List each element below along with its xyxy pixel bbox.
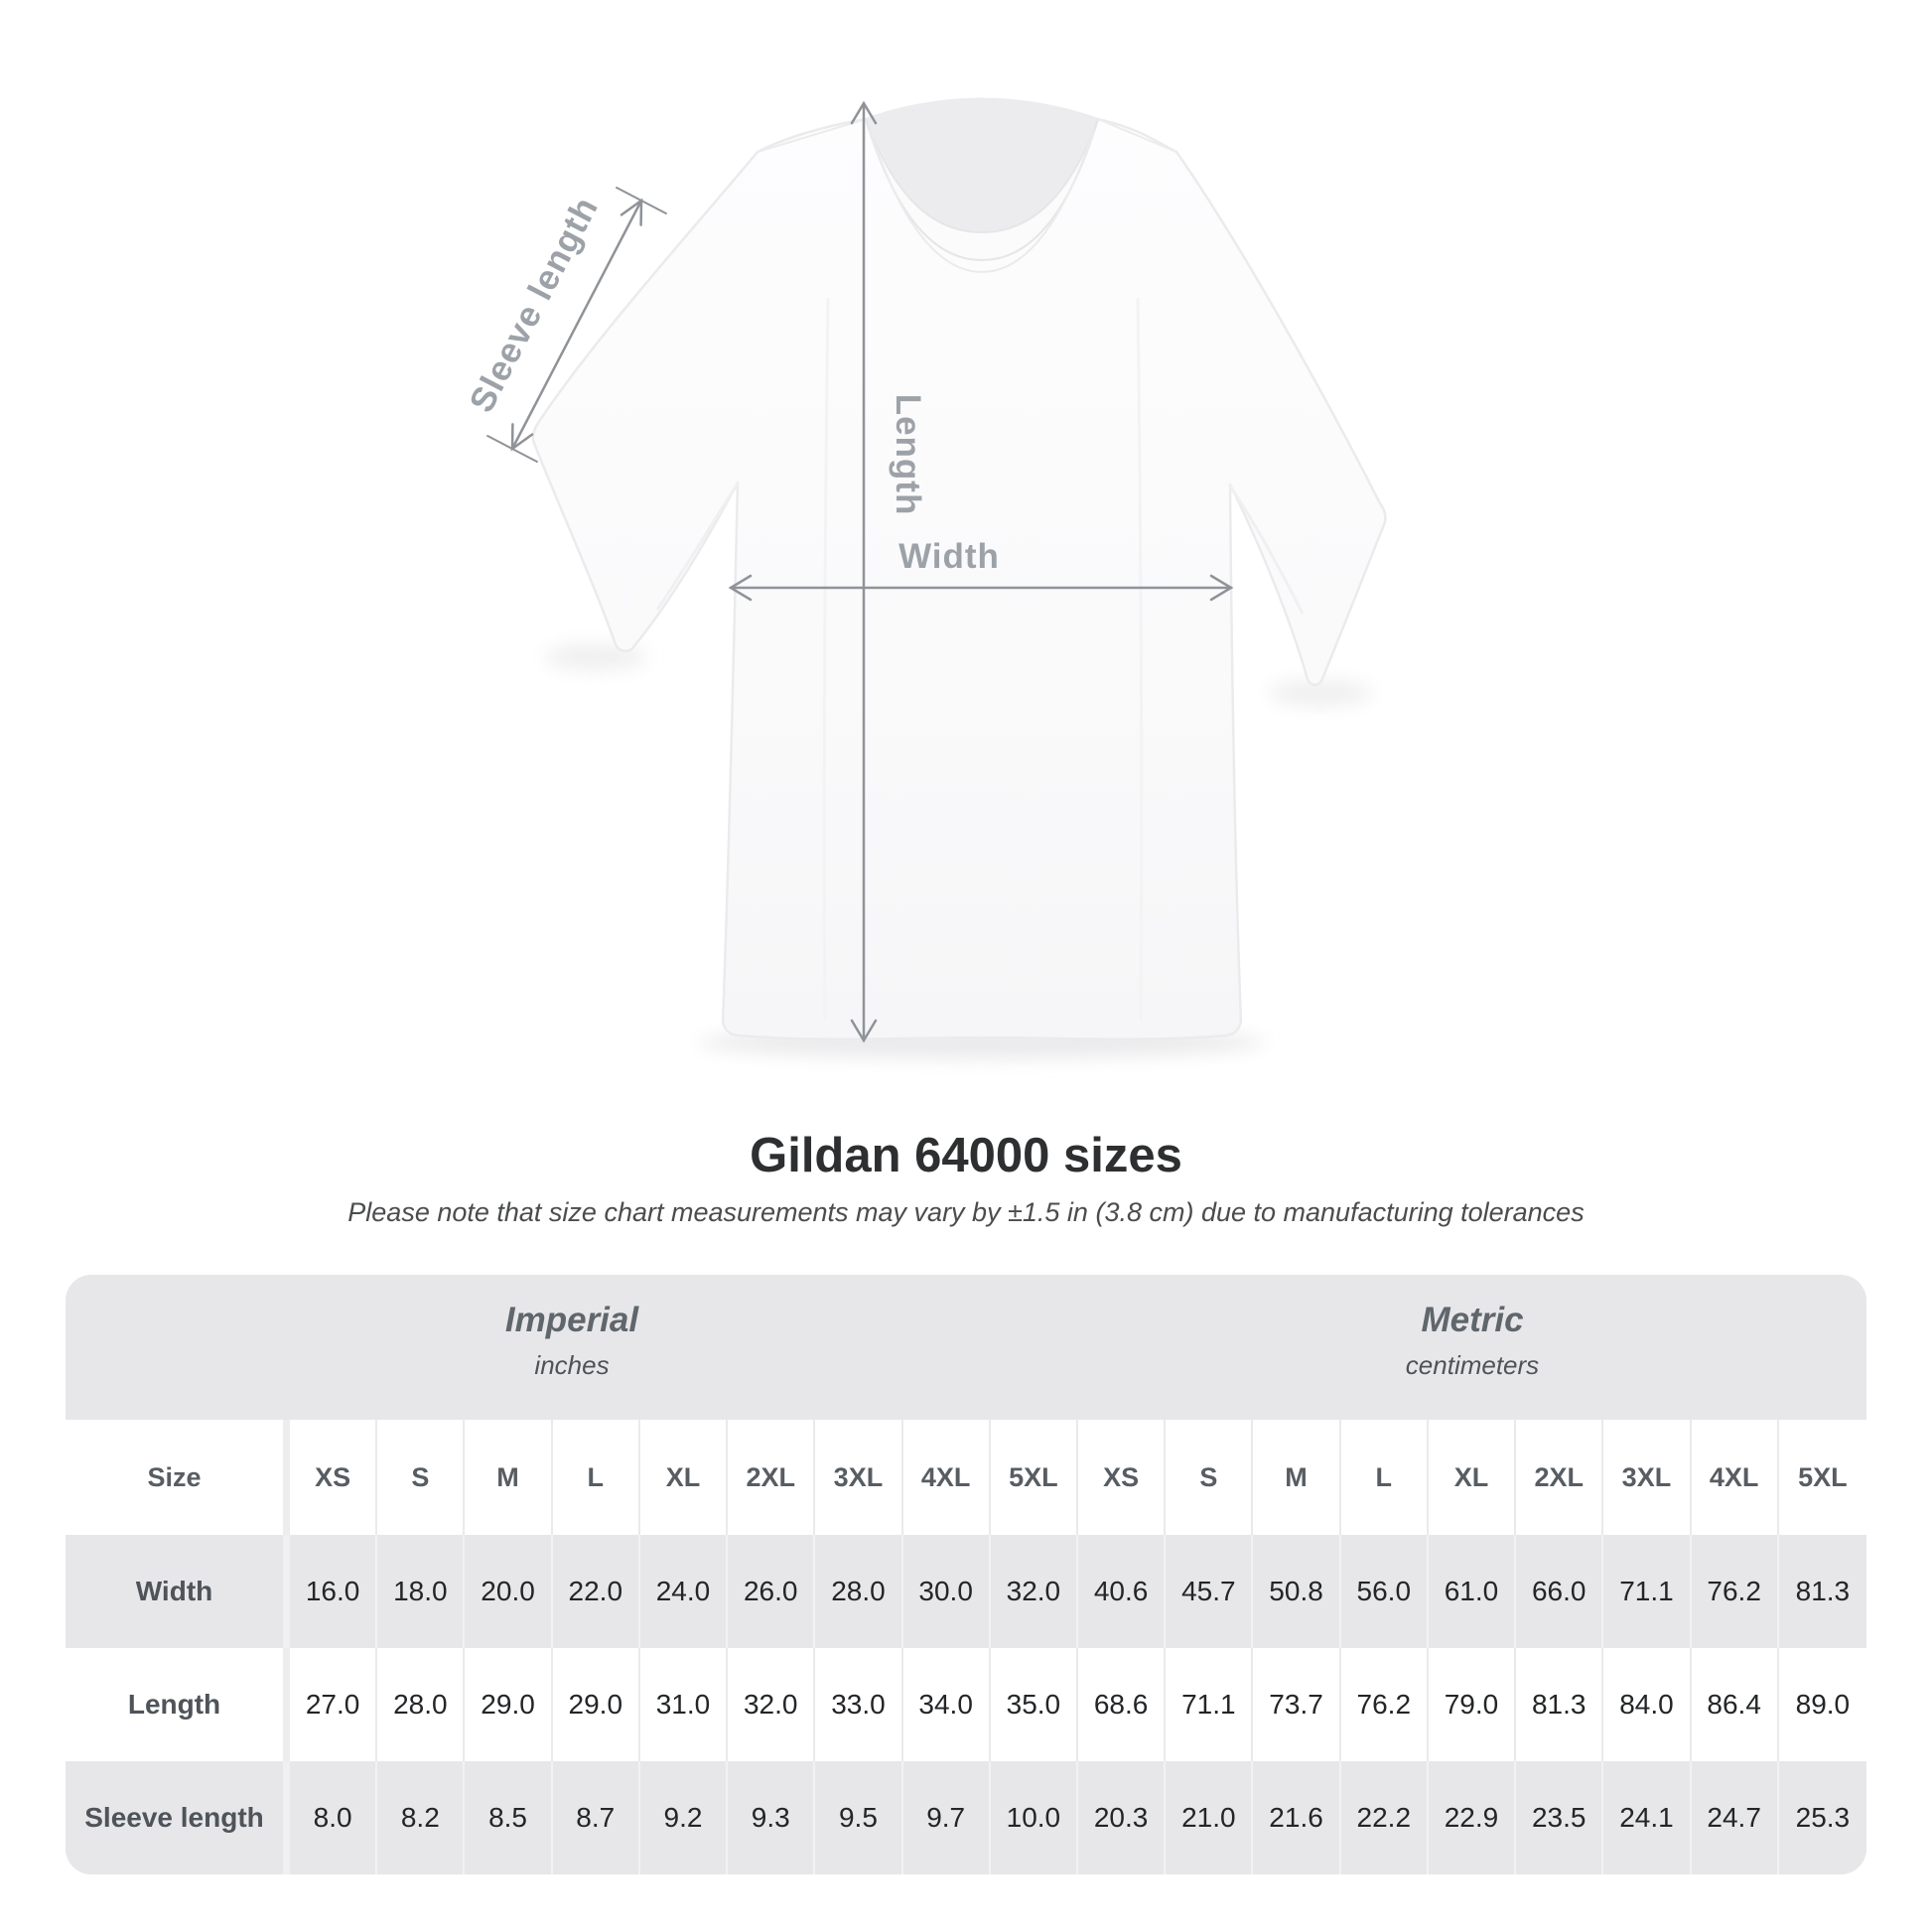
measurement-cell-imperial: 20.0 [465,1535,552,1648]
measurement-cell-imperial: 10.0 [991,1761,1078,1874]
measurement-cell-metric: 23.5 [1516,1761,1603,1874]
size-header-cell-imperial-xl: XL [640,1420,728,1535]
measurement-cell-imperial: 9.2 [640,1761,728,1874]
measurement-cell-imperial: 24.0 [640,1535,728,1648]
measurement-cell-metric: 68.6 [1078,1648,1166,1761]
measurement-cell-imperial: 27.0 [290,1648,377,1761]
size-header-cell-metric-xs: XS [1078,1420,1166,1535]
size-header-cell-imperial-2xl: 2XL [728,1420,815,1535]
measurement-cell-metric: 22.2 [1341,1761,1429,1874]
measurement-cell-metric: 79.0 [1429,1648,1516,1761]
measurement-cell-imperial: 16.0 [290,1535,377,1648]
measurement-cell-metric: 20.3 [1078,1761,1166,1874]
size-header-cell-imperial-xs: XS [290,1420,377,1535]
size-header-cell-metric-4xl: 4XL [1692,1420,1779,1535]
unit-header-imperial [66,1275,1078,1420]
measurement-cell-imperial: 32.0 [991,1535,1078,1648]
size-header-cell-imperial-5xl: 5XL [991,1420,1078,1535]
size-header-cell-imperial-l: L [553,1420,640,1535]
size-table [66,1275,1866,1874]
measurement-cell-imperial: 32.0 [728,1648,815,1761]
metric-unit-label: centimeters [1405,1350,1540,1380]
measurement-cell-metric: 24.1 [1603,1761,1691,1874]
page-title: Gildan 64000 sizes [750,1129,1182,1182]
measurement-cell-metric: 21.0 [1166,1761,1253,1874]
row-sleeve-length [66,1761,1866,1874]
row-label: Length [66,1648,290,1761]
measurement-cell-metric: 86.4 [1692,1648,1779,1761]
sleeve-length-label: Sleeve length [462,190,607,419]
measurement-cell-imperial: 8.0 [290,1761,377,1874]
size-grid [66,1420,1866,1874]
measurement-cell-imperial: 9.5 [815,1761,902,1874]
measurement-cell-imperial: 8.2 [377,1761,465,1874]
size-header-cell-imperial-s: S [377,1420,465,1535]
size-header-row [66,1420,1866,1535]
measurement-cell-metric: 76.2 [1692,1535,1779,1648]
measurement-cell-imperial: 31.0 [640,1648,728,1761]
width-label: Width [898,537,1000,576]
size-header-cell-imperial-4xl: 4XL [903,1420,991,1535]
measurement-cell-imperial: 30.0 [903,1535,991,1648]
size-header-cell-imperial-m: M [465,1420,552,1535]
measurement-cell-metric: 40.6 [1078,1535,1166,1648]
measurement-cell-imperial: 18.0 [377,1535,465,1648]
unit-header-metric [1078,1275,1866,1420]
measurement-cell-imperial: 8.7 [553,1761,640,1874]
size-header-cell-metric-2xl: 2XL [1516,1420,1603,1535]
size-header-cell-imperial-3xl: 3XL [815,1420,902,1535]
size-header-cell-metric-5xl: 5XL [1779,1420,1866,1535]
measurement-cell-metric: 45.7 [1166,1535,1253,1648]
measurement-cell-metric: 56.0 [1341,1535,1429,1648]
size-header-cell-metric-3xl: 3XL [1603,1420,1691,1535]
measurement-cell-imperial: 29.0 [553,1648,640,1761]
measurement-cell-imperial: 35.0 [991,1648,1078,1761]
measurement-cell-imperial: 29.0 [465,1648,552,1761]
row-label: Sleeve length [66,1761,290,1874]
measurement-cell-metric: 73.7 [1253,1648,1340,1761]
measurement-cell-metric: 71.1 [1166,1648,1253,1761]
measurement-cell-imperial: 26.0 [728,1535,815,1648]
measurement-cell-imperial: 33.0 [815,1648,902,1761]
measurement-cell-metric: 24.7 [1692,1761,1779,1874]
measurement-cell-metric: 66.0 [1516,1535,1603,1648]
measurement-cell-metric: 84.0 [1603,1648,1691,1761]
measurement-cell-metric: 81.3 [1516,1648,1603,1761]
length-label: Length [889,393,927,516]
measurement-cell-imperial: 9.3 [728,1761,815,1874]
row-width [66,1535,1866,1648]
measurement-cell-metric: 61.0 [1429,1535,1516,1648]
measurement-cell-metric: 89.0 [1779,1648,1866,1761]
measurement-cell-metric: 21.6 [1253,1761,1340,1874]
measurement-cell-metric: 81.3 [1779,1535,1866,1648]
unit-header [66,1275,1866,1420]
measurement-cell-metric: 22.9 [1429,1761,1516,1874]
row-length [66,1648,1866,1761]
measurement-cell-metric: 50.8 [1253,1535,1340,1648]
measurement-cell-metric: 71.1 [1603,1535,1691,1648]
imperial-unit-label: inches [534,1350,610,1380]
measurement-cell-metric: 76.2 [1341,1648,1429,1761]
size-header-cell-metric-xl: XL [1429,1420,1516,1535]
measurement-cell-imperial: 34.0 [903,1648,991,1761]
size-header-cell-metric-m: M [1253,1420,1340,1535]
page-subtitle: Please note that size chart measurements may vary by ±1.5 in (3.8 cm) due to manufacturing tolerances [347,1197,1585,1227]
metric-label: Metric [1421,1301,1524,1339]
measurement-cell-imperial: 28.0 [815,1535,902,1648]
row-label: Width [66,1535,290,1648]
measurement-cell-imperial: 8.5 [465,1761,552,1874]
size-header-cell-metric-l: L [1341,1420,1429,1535]
measurement-cell-metric: 25.3 [1779,1761,1866,1874]
measurement-cell-imperial: 9.7 [903,1761,991,1874]
measurement-cell-imperial: 22.0 [553,1535,640,1648]
imperial-label: Imperial [504,1301,639,1339]
size-column-header: Size [66,1420,290,1535]
size-header-cell-metric-s: S [1166,1420,1253,1535]
measurement-cell-imperial: 28.0 [377,1648,465,1761]
